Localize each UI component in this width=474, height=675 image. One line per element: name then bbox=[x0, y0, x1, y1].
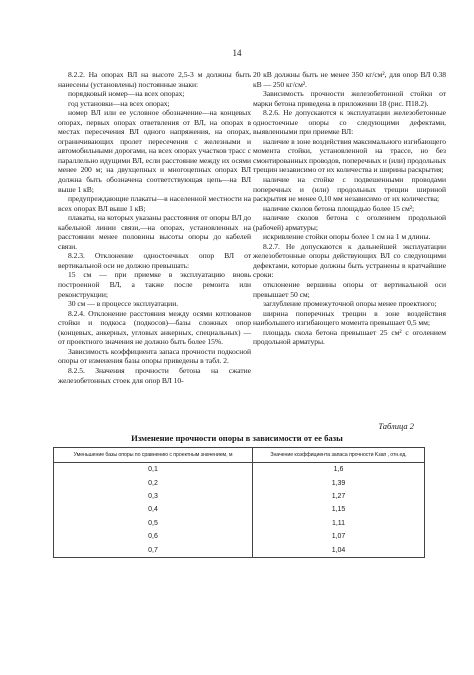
paragraph: заглубление промежуточной опоры менее проектного; bbox=[263, 299, 437, 309]
table-row bbox=[54, 517, 425, 530]
table-cell: 1,27 bbox=[253, 490, 425, 503]
table-cell: 1,6 bbox=[253, 463, 425, 477]
column-header: Значение коэффициента запаса прочности Kзап , отн.ед. bbox=[253, 448, 425, 463]
paragraph: 20 кВ должны быть не менее 350 кг/см², для опор ВЛ 0.38 кВ — 250 кг/см². bbox=[253, 70, 446, 89]
paragraph: 8.2.5. Значения прочности бетона на сжатие железобетонных стоек для опор ВЛ 10- bbox=[58, 365, 251, 385]
table-row bbox=[54, 476, 425, 489]
paragraph: год установки—на всех опорах; bbox=[68, 98, 170, 108]
data-table bbox=[53, 447, 425, 558]
paragraph: плакаты, на которых указаны расстояния от опоры ВЛ до кабельной линии связи,—на опорах, установленных на расстоянии менее половины высоты опоры до кабелей связи. bbox=[58, 213, 251, 251]
table-header-row bbox=[54, 448, 425, 463]
table-cell: 0,6 bbox=[54, 530, 253, 543]
table-cell: 0,3 bbox=[54, 490, 253, 503]
paragraph: искривление стойки опоры более 1 см на 1 м длины. bbox=[263, 232, 431, 242]
left-text-column bbox=[58, 70, 251, 385]
paragraph: 8.2.2. На опорах ВЛ на высоте 2,5-3 м должны быть нанесены (установлены) постоянные знаки: bbox=[58, 70, 251, 89]
paragraph: порядковый номер—на всех опорах; bbox=[68, 89, 185, 99]
table-caption: Таблица 2 bbox=[378, 421, 414, 431]
paragraph: площадь скола бетона превышает 25 см² с оголением продольной арматуры. bbox=[253, 327, 446, 347]
paragraph: 8.2.4. Отклонение расстояния между осями котлованов стойки и подкоса (подкосов)—базы сложных опор (концевых, анкерных, угловых анкерных, специальных) — от проектного значения не должно быть более 15%. bbox=[58, 308, 251, 347]
paragraph: наличие на стойке с подвешенными проводами поперечных и (или) продольных трещин шириной раскрытия не менее 0,10 мм независимо от их количества; bbox=[253, 175, 446, 204]
paragraph: предупреждающие плакаты—в населенной местности на всех опорах ВЛ выше 1 кВ; bbox=[58, 194, 251, 213]
table-cell: 1,04 bbox=[253, 543, 425, 557]
table-cell: 0,4 bbox=[54, 503, 253, 516]
paragraph: 8.2.6. Не допускаются к эксплуатации железобетонные одностоечные опоры со следующими дефектами, выявленными при приемке ВЛ: bbox=[253, 108, 446, 137]
table-row bbox=[54, 503, 425, 516]
paragraph: номер ВЛ или ее условное обозначение—на концевых опорах, первых опорах ответвления от ВЛ, на опорах в местах пересечения ВЛ одного напряжения, на опорах, ограничивающих пролет пересечения с железными и автомобильными дорогами, на всех опорах участков трасс с параллельно идущими ВЛ, если расстояние между их осями менее 200 м; на двухцепных и многоцепных опорах ВЛ должна быть обозначена соответствующая цепь—на ВЛ выше 1 кВ; bbox=[58, 108, 251, 194]
table-row bbox=[54, 530, 425, 543]
paragraph: наличие в зоне воздействия максимального изгибающего момента стойки, установленной на трассе, но без смонтированных проводов, поперечных и (или) продольных трещин независимо от их количества и ширины раскрытия; bbox=[253, 136, 446, 175]
paragraph: 15 см — при приемке в эксплуатацию вновь построенной ВЛ, а также после ремонта или реконструкции; bbox=[58, 270, 251, 299]
paragraph: Зависимость коэффициента запаса прочности подкосной опоры от изменения базы опоры приведены в табл. 2. bbox=[58, 346, 251, 366]
paragraph: 8.2.3. Отклонение одностоечных опор ВЛ от вертикальной оси не должно превышать: bbox=[58, 251, 251, 270]
paragraph: 30 см — в процессе эксплуатации. bbox=[68, 299, 179, 309]
paragraph: 8.2.7. Не допускаются к дальнейшей эксплуатации железобетонные опоры действующих ВЛ со следующими дефектами, которые должны быть устранены в кратчайшие сроки: bbox=[253, 241, 446, 280]
table-cell: 0,5 bbox=[54, 517, 253, 530]
page-number: 14 bbox=[232, 48, 242, 58]
table-row bbox=[54, 463, 425, 477]
paragraph: наличие сколов бетона площадью более 15 см²; bbox=[263, 203, 415, 213]
table-cell: 1,07 bbox=[253, 530, 425, 543]
table-title: Изменение прочности опоры в зависимости от ее базы bbox=[131, 433, 343, 443]
column-header: Уменьшение базы опоры по сравнению с проектным значением, м bbox=[54, 448, 253, 463]
table-cell: 0,7 bbox=[54, 543, 253, 557]
paragraph: отклонение вершины опоры от вертикальной оси превышает 50 см; bbox=[253, 280, 446, 299]
table-cell: 1,15 bbox=[253, 503, 425, 516]
table-row bbox=[54, 490, 425, 503]
paragraph: Зависимость прочности железобетонной стойки от марки бетона приведена в приложении 18 (рис. П18.2). bbox=[253, 89, 446, 108]
table-row bbox=[54, 543, 425, 557]
table-cell: 0,1 bbox=[54, 463, 253, 477]
right-text-column bbox=[253, 70, 446, 347]
table-cell: 1,39 bbox=[253, 476, 425, 489]
table-cell: 1,11 bbox=[253, 517, 425, 530]
paragraph: ширина поперечных трещин в зоне воздействия наибольшего изгибающего момента превышает 0,5 мм; bbox=[253, 308, 446, 328]
paragraph: наличие сколов бетона с оголением продольной (рабочей) арматуры; bbox=[253, 213, 446, 232]
table-cell: 0,2 bbox=[54, 476, 253, 489]
